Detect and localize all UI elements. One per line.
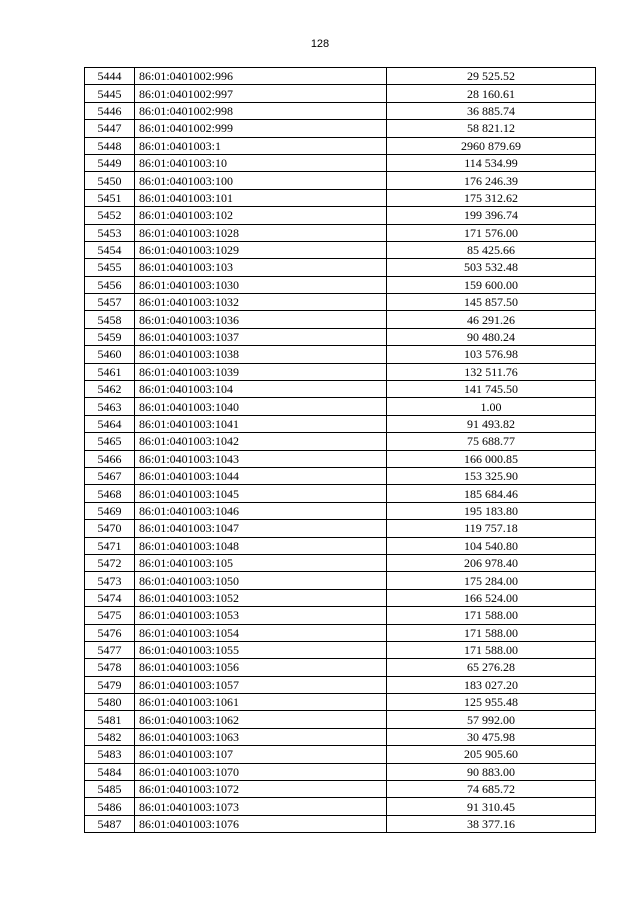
registry-table: [84, 67, 596, 833]
cadastral-number-cell: 86:01:0401003:1072: [135, 781, 387, 798]
row-number-cell: 5474: [85, 589, 135, 606]
table-row: [85, 311, 596, 328]
registry-table-body: [85, 68, 596, 833]
row-number-cell: 5460: [85, 346, 135, 363]
row-number-cell: 5470: [85, 520, 135, 537]
value-cell: 91 493.82: [387, 415, 596, 432]
value-cell: 38 377.16: [387, 815, 596, 832]
value-cell: 36 885.74: [387, 102, 596, 119]
value-cell: 171 576.00: [387, 224, 596, 241]
cadastral-number-cell: 86:01:0401003:1056: [135, 659, 387, 676]
row-number-cell: 5458: [85, 311, 135, 328]
table-row: [85, 815, 596, 832]
value-cell: 103 576.98: [387, 346, 596, 363]
table-row: [85, 259, 596, 276]
cadastral-number-cell: 86:01:0401003:1073: [135, 798, 387, 815]
cadastral-number-cell: 86:01:0401003:1053: [135, 607, 387, 624]
row-number-cell: 5462: [85, 381, 135, 398]
row-number-cell: 5457: [85, 294, 135, 311]
value-cell: 153 325.90: [387, 467, 596, 484]
row-number-cell: 5475: [85, 607, 135, 624]
row-number-cell: 5478: [85, 659, 135, 676]
table-row: [85, 485, 596, 502]
value-cell: 132 511.76: [387, 363, 596, 380]
value-cell: 2960 879.69: [387, 137, 596, 154]
row-number-cell: 5467: [85, 467, 135, 484]
table-row: [85, 607, 596, 624]
row-number-cell: 5485: [85, 781, 135, 798]
row-number-cell: 5444: [85, 68, 135, 85]
row-number-cell: 5461: [85, 363, 135, 380]
page-number: 128: [310, 38, 330, 50]
table-row: [85, 659, 596, 676]
table-row: [85, 554, 596, 571]
row-number-cell: 5466: [85, 450, 135, 467]
cadastral-number-cell: 86:01:0401003:1055: [135, 641, 387, 658]
table-row: [85, 415, 596, 432]
table-row: [85, 102, 596, 119]
value-cell: 183 027.20: [387, 676, 596, 693]
value-cell: 104 540.80: [387, 537, 596, 554]
row-number-cell: 5451: [85, 189, 135, 206]
table-row: [85, 154, 596, 171]
table-row: [85, 363, 596, 380]
table-row: [85, 520, 596, 537]
cadastral-number-cell: 86:01:0401003:1054: [135, 624, 387, 641]
cadastral-number-cell: 86:01:0401003:10: [135, 154, 387, 171]
row-number-cell: 5449: [85, 154, 135, 171]
table-row: [85, 624, 596, 641]
cadastral-number-cell: 86:01:0401003:103: [135, 259, 387, 276]
value-cell: 503 532.48: [387, 259, 596, 276]
table-row: [85, 641, 596, 658]
table-row: [85, 589, 596, 606]
value-cell: 176 246.39: [387, 172, 596, 189]
table-row: [85, 172, 596, 189]
row-number-cell: 5459: [85, 328, 135, 345]
value-cell: 1.00: [387, 398, 596, 415]
table-row: [85, 572, 596, 589]
table-row: [85, 120, 596, 137]
row-number-cell: 5473: [85, 572, 135, 589]
cadastral-number-cell: 86:01:0401003:1044: [135, 467, 387, 484]
table-row: [85, 450, 596, 467]
value-cell: 119 757.18: [387, 520, 596, 537]
cadastral-number-cell: 86:01:0401003:1042: [135, 433, 387, 450]
cadastral-number-cell: 86:01:0401003:1028: [135, 224, 387, 241]
value-cell: 58 821.12: [387, 120, 596, 137]
cadastral-number-cell: 86:01:0401003:1045: [135, 485, 387, 502]
cadastral-number-cell: 86:01:0401003:1052: [135, 589, 387, 606]
table-row: [85, 502, 596, 519]
cadastral-number-cell: 86:01:0401003:1041: [135, 415, 387, 432]
row-number-cell: 5450: [85, 172, 135, 189]
cadastral-number-cell: 86:01:0401003:1048: [135, 537, 387, 554]
cadastral-number-cell: 86:01:0401003:1063: [135, 728, 387, 745]
cadastral-number-cell: 86:01:0401002:999: [135, 120, 387, 137]
row-number-cell: 5469: [85, 502, 135, 519]
cadastral-number-cell: 86:01:0401003:1061: [135, 694, 387, 711]
row-number-cell: 5465: [85, 433, 135, 450]
value-cell: 28 160.61: [387, 85, 596, 102]
row-number-cell: 5482: [85, 728, 135, 745]
row-number-cell: 5471: [85, 537, 135, 554]
row-number-cell: 5487: [85, 815, 135, 832]
cadastral-number-cell: 86:01:0401003:1043: [135, 450, 387, 467]
cadastral-number-cell: 86:01:0401003:1040: [135, 398, 387, 415]
value-cell: 171 588.00: [387, 607, 596, 624]
table-row: [85, 381, 596, 398]
row-number-cell: 5483: [85, 746, 135, 763]
cadastral-number-cell: 86:01:0401002:997: [135, 85, 387, 102]
value-cell: 199 396.74: [387, 207, 596, 224]
table-row: [85, 781, 596, 798]
row-number-cell: 5448: [85, 137, 135, 154]
row-number-cell: 5463: [85, 398, 135, 415]
value-cell: 65 276.28: [387, 659, 596, 676]
table-row: [85, 763, 596, 780]
row-number-cell: 5452: [85, 207, 135, 224]
row-number-cell: 5476: [85, 624, 135, 641]
cadastral-number-cell: 86:01:0401003:1046: [135, 502, 387, 519]
value-cell: 145 857.50: [387, 294, 596, 311]
table-row: [85, 467, 596, 484]
cadastral-number-cell: 86:01:0401003:1038: [135, 346, 387, 363]
row-number-cell: 5446: [85, 102, 135, 119]
value-cell: 171 588.00: [387, 641, 596, 658]
value-cell: 90 883.00: [387, 763, 596, 780]
table-row: [85, 207, 596, 224]
table-row: [85, 241, 596, 258]
cadastral-number-cell: 86:01:0401003:100: [135, 172, 387, 189]
row-number-cell: 5464: [85, 415, 135, 432]
value-cell: 185 684.46: [387, 485, 596, 502]
row-number-cell: 5479: [85, 676, 135, 693]
value-cell: 30 475.98: [387, 728, 596, 745]
value-cell: 205 905.60: [387, 746, 596, 763]
value-cell: 166 524.00: [387, 589, 596, 606]
table-row: [85, 398, 596, 415]
row-number-cell: 5445: [85, 85, 135, 102]
value-cell: 85 425.66: [387, 241, 596, 258]
value-cell: 46 291.26: [387, 311, 596, 328]
table-row: [85, 798, 596, 815]
value-cell: 141 745.50: [387, 381, 596, 398]
value-cell: 57 992.00: [387, 711, 596, 728]
value-cell: 90 480.24: [387, 328, 596, 345]
row-number-cell: 5480: [85, 694, 135, 711]
cadastral-number-cell: 86:01:0401003:1032: [135, 294, 387, 311]
cadastral-number-cell: 86:01:0401003:1037: [135, 328, 387, 345]
row-number-cell: 5468: [85, 485, 135, 502]
cadastral-number-cell: 86:01:0401003:1057: [135, 676, 387, 693]
cadastral-number-cell: 86:01:0401003:1050: [135, 572, 387, 589]
cadastral-number-cell: 86:01:0401003:1062: [135, 711, 387, 728]
cadastral-number-cell: 86:01:0401003:1030: [135, 276, 387, 293]
value-cell: 206 978.40: [387, 554, 596, 571]
row-number-cell: 5481: [85, 711, 135, 728]
table-row: [85, 694, 596, 711]
table-row: [85, 433, 596, 450]
cadastral-number-cell: 86:01:0401003:1039: [135, 363, 387, 380]
value-cell: 159 600.00: [387, 276, 596, 293]
cadastral-number-cell: 86:01:0401003:1036: [135, 311, 387, 328]
value-cell: 195 183.80: [387, 502, 596, 519]
row-number-cell: 5486: [85, 798, 135, 815]
cadastral-number-cell: 86:01:0401003:1047: [135, 520, 387, 537]
table-row: [85, 224, 596, 241]
row-number-cell: 5484: [85, 763, 135, 780]
table-row: [85, 346, 596, 363]
row-number-cell: 5477: [85, 641, 135, 658]
value-cell: 175 284.00: [387, 572, 596, 589]
cadastral-number-cell: 86:01:0401003:104: [135, 381, 387, 398]
value-cell: 166 000.85: [387, 450, 596, 467]
table-row: [85, 68, 596, 85]
cadastral-number-cell: 86:01:0401003:102: [135, 207, 387, 224]
table-row: [85, 189, 596, 206]
value-cell: 171 588.00: [387, 624, 596, 641]
row-number-cell: 5472: [85, 554, 135, 571]
cadastral-number-cell: 86:01:0401003:105: [135, 554, 387, 571]
table-row: [85, 276, 596, 293]
table-row: [85, 85, 596, 102]
row-number-cell: 5454: [85, 241, 135, 258]
cadastral-number-cell: 86:01:0401002:996: [135, 68, 387, 85]
cadastral-number-cell: 86:01:0401003:1070: [135, 763, 387, 780]
cadastral-number-cell: 86:01:0401003:1076: [135, 815, 387, 832]
table-row: [85, 711, 596, 728]
value-cell: 175 312.62: [387, 189, 596, 206]
row-number-cell: 5453: [85, 224, 135, 241]
cadastral-number-cell: 86:01:0401003:1: [135, 137, 387, 154]
value-cell: 74 685.72: [387, 781, 596, 798]
table-row: [85, 728, 596, 745]
value-cell: 91 310.45: [387, 798, 596, 815]
row-number-cell: 5447: [85, 120, 135, 137]
row-number-cell: 5455: [85, 259, 135, 276]
table-row: [85, 537, 596, 554]
table-row: [85, 137, 596, 154]
value-cell: 114 534.99: [387, 154, 596, 171]
cadastral-number-cell: 86:01:0401003:107: [135, 746, 387, 763]
table-row: [85, 328, 596, 345]
value-cell: 125 955.48: [387, 694, 596, 711]
table-row: [85, 294, 596, 311]
cadastral-number-cell: 86:01:0401003:1029: [135, 241, 387, 258]
table-row: [85, 746, 596, 763]
cadastral-number-cell: 86:01:0401002:998: [135, 102, 387, 119]
table-row: [85, 676, 596, 693]
value-cell: 29 525.52: [387, 68, 596, 85]
row-number-cell: 5456: [85, 276, 135, 293]
cadastral-number-cell: 86:01:0401003:101: [135, 189, 387, 206]
value-cell: 75 688.77: [387, 433, 596, 450]
